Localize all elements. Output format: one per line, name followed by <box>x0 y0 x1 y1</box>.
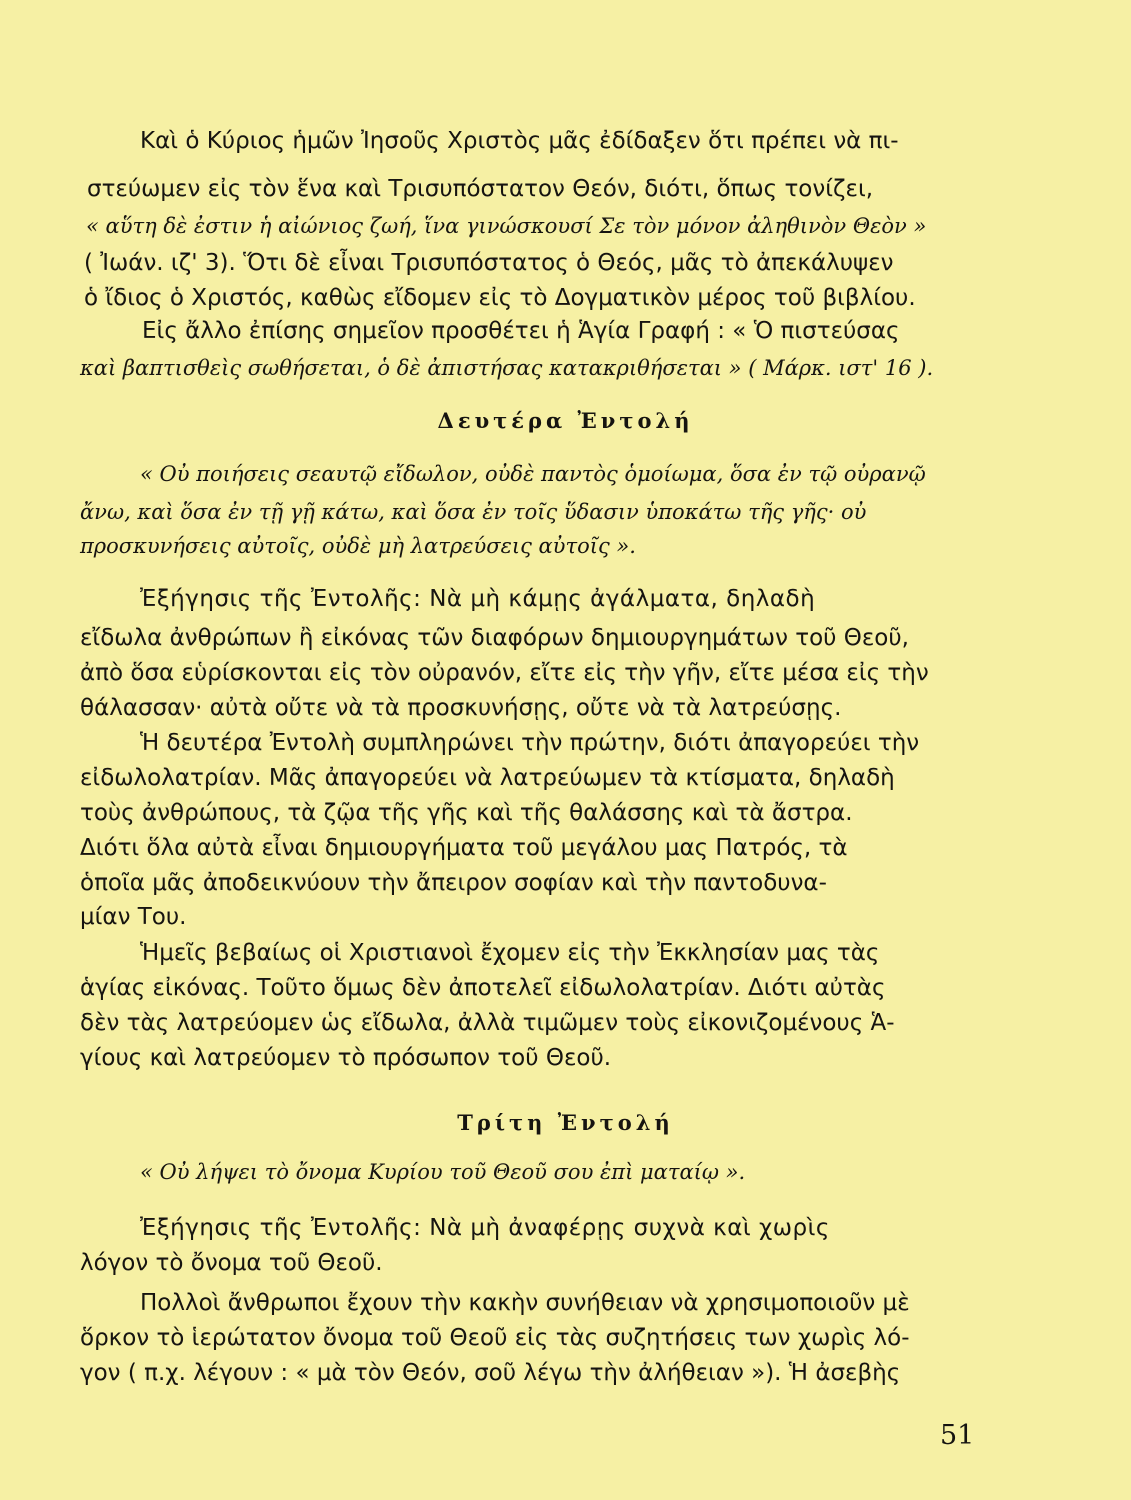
text-line: ἀπὸ ὅσα εὑρίσκονται εἰς τὸν οὐρανόν, εἴτε εἰς τὴν γῆν, εἴτε μέσα εἰς τὴν <box>80 660 929 686</box>
text-line: γίους καὶ λατρεύομεν τὸ πρόσωπον τοῦ Θεοῦ. <box>80 1045 612 1071</box>
section-heading: Τρίτη Ἐντολή <box>457 1110 674 1135</box>
text-line: Εἰς ἄλλο ἐπίσης σημεῖον προσθέτει ἡ Ἁγία Γραφή : « Ὁ πιστεύσας <box>142 318 900 344</box>
text-line: ὁ ἴδιος ὁ Χριστός, καθὼς εἴδομεν εἰς τὸ Δογματικὸν μέρος τοῦ βιβλίου. <box>84 285 916 311</box>
text-line: στεύωμεν εἰς τὸν ἕνα καὶ Τρισυπόστατον Θεόν, διότι, ὅπως τονίζει, <box>87 176 874 202</box>
text-line: μίαν Του. <box>80 904 187 930</box>
quote-line: καὶ βαπτισθεὶς σωθήσεται, ὁ δὲ ἀπιστήσας κατακριθήσεται » ( Μάρκ. ιστ' 16 ). <box>80 356 934 380</box>
quote-line: ἄνω, καὶ ὅσα ἐν τῇ γῇ κάτω, καὶ ὅσα ἐν τοῖς ὕδασιν ὑποκάτω τῆς γῆς· οὐ <box>80 500 867 524</box>
text-line: εἴδωλα ἀνθρώπων ἢ εἰκόνας τῶν διαφόρων δημιουργημάτων τοῦ Θεοῦ, <box>80 625 909 651</box>
quote-line: « αὕτη δὲ ἐστιν ἡ αἰώνιος ζωή, ἵνα γινώσκουσί Σε τὸν μόνον ἀληθινὸν Θεὸν » <box>86 214 927 238</box>
text-line: ὁποῖα μᾶς ἀποδεικνύουν τὴν ἄπειρον σοφίαν καὶ τὴν παντοδυνα- <box>80 870 827 896</box>
text-line: γον ( π.χ. λέγουν : « μὰ τὸν Θεόν, σοῦ λέγω τὴν ἀλήθειαν »). Ἡ ἀσεβὴς <box>80 1360 901 1386</box>
quote-line: « Οὐ λήψει τὸ ὄνομα Κυρίου τοῦ Θεοῦ σου ἐπὶ ματαίῳ ». <box>140 1160 746 1184</box>
quote-line: προσκυνήσεις αὐτοῖς, οὐδὲ μὴ λατρεύσεις αὐτοῖς ». <box>80 534 636 558</box>
page-number: 51 <box>940 1420 975 1451</box>
text-line: Ἡ δευτέρα Ἐντολὴ συμπληρώνει τὴν πρώτην, διότι ἀπαγορεύει τὴν <box>140 730 920 756</box>
text-line: ( Ἰωάν. ιζ' 3). Ὅτι δὲ εἶναι Τρισυπόστατος ὁ Θεός, μᾶς τὸ ἀπεκάλυψεν <box>84 250 894 276</box>
quote-line: « Οὐ ποιήσεις σεαυτῷ εἴδωλον, οὐδὲ παντὸς ὁμοίωμα, ὅσα ἐν τῷ οὐρανῷ <box>140 462 926 486</box>
text-line: λόγον τὸ ὄνομα τοῦ Θεοῦ. <box>80 1250 383 1276</box>
text-line: θάλασσαν· αὐτὰ οὔτε νὰ τὰ προσκυνήσῃς, οὔτε νὰ τὰ λατρεύσῃς. <box>80 695 842 721</box>
section-heading: Δευτέρα Ἐντολή <box>437 408 694 433</box>
text-line: Ἐξήγησις τῆς Ἐντολῆς: Νὰ μὴ ἀναφέρῃς συχνὰ καὶ χωρὶς <box>140 1215 830 1241</box>
text-line: Ἐξήγησις τῆς Ἐντολῆς: Νὰ μὴ κάμῃς ἀγάλματα, δηλαδὴ <box>140 586 816 612</box>
text-line: ἁγίας εἰκόνας. Τοῦτο ὅμως δὲν ἀποτελεῖ εἰδωλολατρίαν. Διότι αὐτὰς <box>80 975 886 1001</box>
text-line: Πολλοὶ ἄνθρωποι ἔχουν τὴν κακὴν συνήθειαν νὰ χρησιμοποιοῦν μὲ <box>140 1290 910 1316</box>
text-line: Καὶ ὁ Κύριος ἡμῶν Ἰησοῦς Χριστὸς μᾶς ἐδίδαξεν ὅτι πρέπει νὰ πι- <box>140 128 899 154</box>
text-line: δὲν τὰς λατρεύομεν ὡς εἴδωλα, ἀλλὰ τιμῶμεν τοὺς εἰκονιζομένους Ἁ- <box>80 1010 895 1036</box>
text-line: εἰδωλολατρίαν. Μᾶς ἀπαγορεύει νὰ λατρεύωμεν τὰ κτίσματα, δηλαδὴ <box>80 765 895 791</box>
text-line: ὅρκον τὸ ἱερώτατον ὄνομα τοῦ Θεοῦ εἰς τὰς συζητήσεις των χωρὶς λό- <box>80 1325 910 1351</box>
text-line: Ἡμεῖς βεβαίως οἱ Χριστιανοὶ ἔχομεν εἰς τὴν Ἐκκλησίαν μας τὰς <box>140 940 880 966</box>
text-line: Διότι ὅλα αὐτὰ εἶναι δημιουργήματα τοῦ μεγάλου μας Πατρός, τὰ <box>80 835 848 861</box>
text-line: τοὺς ἀνθρώπους, τὰ ζῷα τῆς γῆς καὶ τῆς θαλάσσης καὶ τὰ ἄστρα. <box>80 800 853 826</box>
